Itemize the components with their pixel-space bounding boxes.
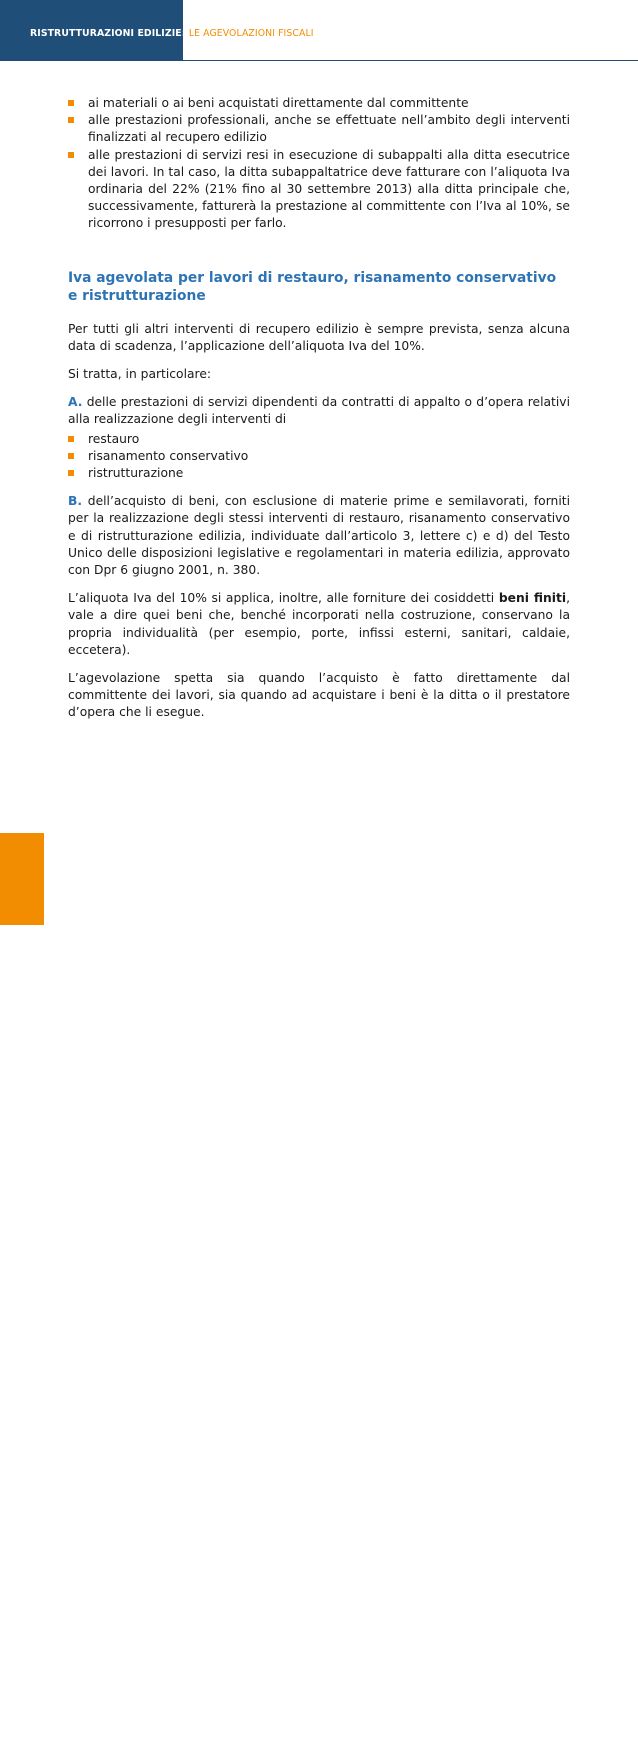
header-title-main: RISTRUTTURAZIONI EDILIZIE:: [30, 28, 186, 39]
list-item-text: alle prestazioni di servizi resi in esecuzione di subappalti alla ditta esecutrice dei lavori. In tal caso, la ditta subappaltatrice deve fatturare con l’aliquota Iva ordinaria del 22% (21% fino al 30 settembre 2013) alla ditta principale che, successivamente, fatturerà la prestazione al committente con l’Iva al 10%, se ricorrono i presupposti per farlo.: [88, 147, 570, 231]
list-item: [68, 465, 570, 482]
list-item-text: ai materiali o ai beni acquistati direttamente dal committente: [88, 96, 469, 110]
list-item-text: restauro: [88, 431, 140, 446]
page-header: [0, 0, 638, 61]
page-number: 20: [9, 1675, 34, 1704]
page-label: [9, 1675, 34, 1740]
list-item: [68, 112, 570, 146]
item-b-text: dell’acquisto di beni, con esclusione di materie prime e semilavorati, forniti per la realizzazione degli stessi interventi di restauro, risanamento conservativo e di ristrutturazione edilizia, individuate dall’articolo 3, lettere c) e d) del Testo Unico delle disposizioni legislative e regolamentari in materia edilizia, approvato con Dpr 6 giugno 2001, n. 380.: [68, 494, 570, 578]
beni-finiti-term: beni finiti: [498, 591, 567, 606]
bullet-square-icon: [68, 470, 74, 476]
closing-paragraph: L’agevolazione spetta sia quando l’acquisto è fatto direttamente dal committente dei lavori, sia quando ad acquistare i beni è la ditta o il prestatore d’opera che li esegue.: [68, 671, 570, 720]
list-item-text: ristrutturazione: [88, 466, 184, 481]
page-content: [68, 95, 570, 733]
item-a-marker: A.: [68, 395, 83, 410]
list-item: [68, 147, 570, 233]
item-b-paragraph: [68, 493, 570, 579]
item-a-text: delle prestazioni di servizi dipendenti da contratti di appalto o d’opera relativi alla realizzazione degli interventi di: [68, 395, 570, 427]
bullet-square-icon: [68, 453, 74, 459]
item-a-paragraph: [68, 394, 570, 428]
item-b-marker: B.: [68, 494, 83, 509]
list-item: [68, 448, 570, 465]
header-title: [30, 28, 314, 39]
list-item: [68, 431, 570, 448]
page-number-tab: [0, 833, 44, 1740]
beni-finiti-before: L’aliquota Iva del 10% si applica, inoltre, alle forniture dei cosiddetti: [68, 591, 495, 606]
list-item-text: alle prestazioni professionali, anche se effettuate nell’ambito degli interventi finalizzati al recupero edilizio: [88, 113, 570, 145]
bullet-square-icon: [68, 436, 74, 442]
lead-paragraph: Si tratta, in particolare:: [68, 367, 212, 382]
list-item: [68, 95, 570, 112]
list-item-text: risanamento conservativo: [88, 448, 249, 463]
header-rule: [183, 60, 638, 61]
top-bullet-list: [68, 95, 570, 233]
bullet-square-icon: [68, 100, 74, 106]
sub-bullet-list: [68, 431, 570, 483]
header-title-sub: LE AGEVOLAZIONI FISCALI: [188, 28, 314, 39]
page-word: Pagina: [18, 1703, 31, 1740]
section-title: Iva agevolata per lavori di restauro, risanamento conservativo e ristrutturazione: [68, 269, 557, 304]
beni-finiti-after: , vale a dire quei beni che, benché incorporati nella costruzione, conservano la propria individualità (per esempio, porte, infissi esterni, sanitari, caldaie, eccetera).: [68, 591, 570, 657]
intro-paragraph: Per tutti gli altri interventi di recupero edilizio è sempre prevista, senza alcuna data di scadenza, l’applicazione dell’aliquota Iva del 10%.: [68, 321, 570, 353]
bullet-square-icon: [68, 117, 74, 123]
beni-finiti-paragraph: [68, 590, 570, 659]
bullet-square-icon: [68, 152, 74, 158]
